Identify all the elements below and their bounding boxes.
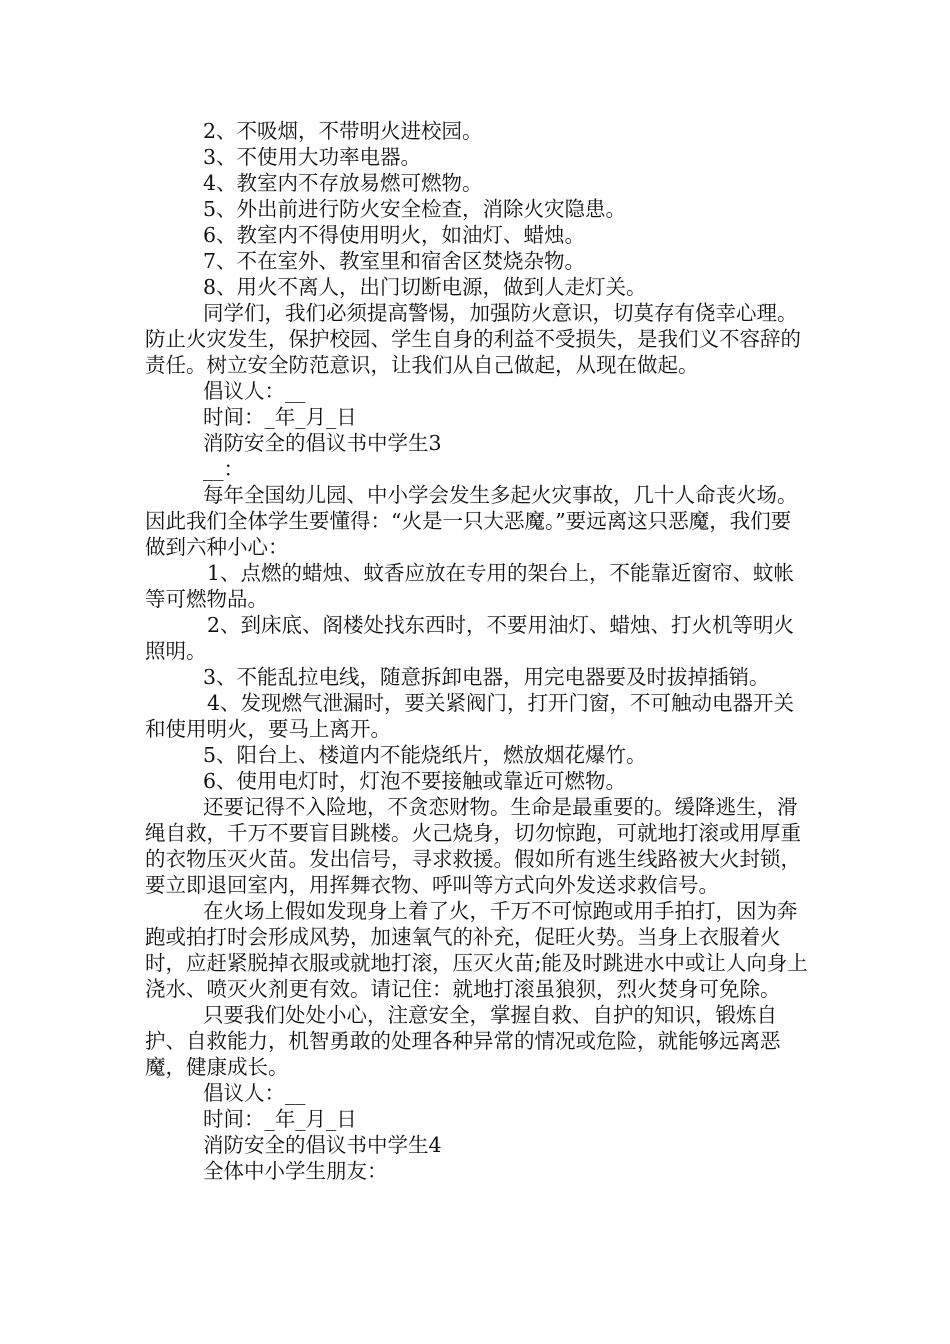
section-title-3: 消防安全的倡议书中学生3 [203, 431, 442, 455]
date-line-2: 时间：_年_月_日 [203, 1107, 357, 1131]
proposer-line-2: 倡议人：__ [203, 1081, 306, 1105]
on-fire-paragraph: 在火场上假如发现身上着了火，千万不可惊跑或用手拍打，因为奔跑或拍打时会形成风势，加速氧气的补充，促旺火势。当身上衣服着火时，应赶紧脱掉衣服或就地打滚，压灭火苗;能及时跳进水中或让人向身上浇水、喷灭火剂更有效。请记住：就地打滚虽狼狈，烈火焚身可免除。 [145, 899, 808, 1001]
intro-paragraph: 每年全国幼儿园、中小学会发生多起火灾事故，几十人命丧火场。因此我们全体学生要懂得：“火是一只大恶魔。”要远离这只恶魔，我们要做到六种小心： [145, 483, 798, 559]
rule-item-2: 2、不吸烟，不带明火进校园。 [203, 119, 483, 143]
closing-paragraph: 只要我们处处小心，注意安全，掌握自救、自护的知识，锻炼自护、自救能力，机智勇敢的处理各种异常的情况或危险，就能够远离恶魔，健康成长。 [145, 1003, 781, 1079]
appeal-paragraph: 同学们，我们必须提高警惕，加强防火意识，切莫存有侥幸心理。防止火灾发生，保护校园、学生自身的利益不受损失，是我们义不容辞的责任。树立安全防范意识，让我们从自己做起，从现在做起。 [145, 301, 801, 377]
caution-item-4: 4、发现燃气泄漏时，要关紧阀门，打开门窗，不可触动电器开关和使用明火，要马上离开。 [145, 691, 795, 741]
rule-item-7: 7、不在室外、教室里和宿舍区焚烧杂物。 [203, 249, 586, 273]
escape-paragraph: 还要记得不入险地，不贪恋财物。生命是最重要的。缓降逃生，滑绳自救，千万不要盲目跳楼。火己烧身，切勿惊跑，可就地打滚或用厚重的衣物压灭火苗。发出信号，寻求救援。假如所有逃生线路被大火封锁，要立即退回室内，用挥舞衣物、呼叫等方式向外发送求救信号。 [145, 795, 801, 897]
date-line: 时间：_年_月_日 [203, 405, 357, 429]
document-body [145, 118, 809, 1184]
caution-item-2: 2、到床底、阁楼处找东西时，不要用油灯、蜡烛、打火机等明火照明。 [145, 613, 795, 663]
proposer-line: 倡议人：__ [203, 379, 306, 403]
rule-item-6: 6、教室内不得使用明火，如油灯、蜡烛。 [203, 223, 586, 247]
salutation-4: 全体中小学生朋友： [203, 1159, 388, 1183]
rule-item-4: 4、教室内不存放易燃可燃物。 [203, 171, 483, 195]
rule-item-3: 3、不使用大功率电器。 [203, 145, 422, 169]
salutation-blank: __： [203, 457, 244, 481]
caution-item-5: 5、阳台上、楼道内不能烧纸片，燃放烟花爆竹。 [203, 743, 647, 767]
rule-item-5: 5、外出前进行防火安全检查，消除火灾隐患。 [203, 197, 627, 221]
caution-item-1: 1、点燃的蜡烛、蚊香应放在专用的架台上，不能靠近窗帘、蚊帐等可燃物品。 [145, 561, 795, 611]
caution-item-3: 3、不能乱拉电线，随意拆卸电器，用完电器要及时拔掉插销。 [203, 665, 770, 689]
section-title-4: 消防安全的倡议书中学生4 [203, 1133, 442, 1157]
rule-item-8: 8、用火不离人，出门切断电源，做到人走灯关。 [203, 275, 647, 299]
caution-item-6: 6、使用电灯时，灯泡不要接触或靠近可燃物。 [203, 769, 627, 793]
